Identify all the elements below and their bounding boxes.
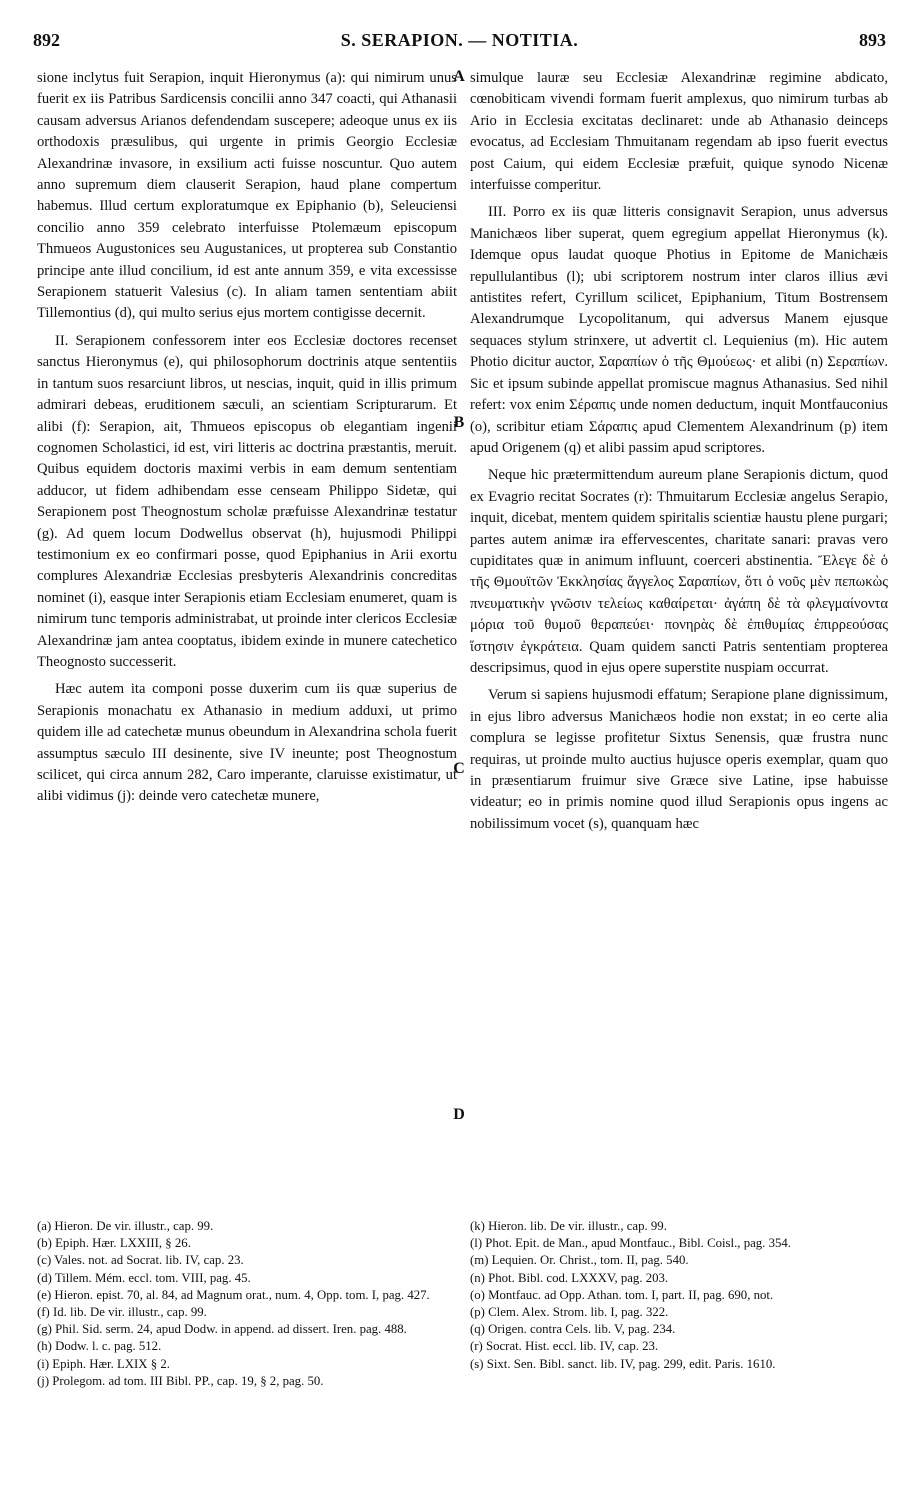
margin-letter-d: D [453,1106,465,1123]
left-paragraph-2: II. Serapionem confessorem inter eos Ecclesiæ doctores recenset sanctus Hieronymus (e), qui philosophorum doctrinis atque sententiis in tantum suos resarciunt libros, ut nescias, inquit, quid in illis primum admirari debeas, eruditionem sæculi, an scientiam Scripturarum. Et alibi (f): Serapion, ait, Thmueos episcopus ob elegantiam ingenii cognomen Scholastici, id est, viri litteris ac doctrina præstantis, meruit. Quibus equidem doctoris maximi verbis in eam demum sententiam adducor, ut fidem adhibendam esse censeam Philippo Sidetæ, qui Serapionem post Theognostum scholæ præfuisse Alexandrinæ testatur (g). Ad quem locum Dodwellus observat (h), hujusmodi Philippi testimonium ex eo confirmari posse, quod Epiphanius in Arii exortu complures Alexandriæ Ecclesias presbyteris Alexandrinis concreditas nominet (i), easque inter Serapionis etiam Ecclesiam enumeret, quam is nimirum tunc temporis administrabat, ut proinde inter clericos Ecclesiæ Alexandrinæ jam antea cooptatus, ibidem exinde in munere catechetico Theognosto successerit. [37,332,457,670]
margin-letter-c: C [453,760,465,777]
footnote: (c) Vales. not. ad Socrat. lib. IV, cap. 23. [37,1253,244,1268]
footnote: (e) Hieron. epist. 70, al. 84, ad Magnum orat., num. 4, Opp. tom. I, pag. 427. [37,1287,430,1302]
footnote: (a) Hieron. De vir. illustr., cap. 99. [37,1219,214,1233]
page-number-left: 892 [33,30,60,50]
footnote: (k) Hieron. lib. De vir. illustr., cap. 99. [470,1219,667,1233]
right-paragraph-3: Neque hic prætermittendum aureum plane Serapionis dictum, quod ex Evagrio recitat Socrates (r): Thmuitarum Ecclesiæ angelus Serapio, inquit, dicebat, mentem quidem spiritalis scientiæ haustu plene purgari; partes autem animæ ira effervescentes, charitate sanari: pravas vero cupiditates quæ in animum influunt, coerceri abstinentia. Ἔλεγε δὲ ὁ τῆς Θμουϊτῶν Ἐκκλησίας ἄγγελος Σαραπίων, ὅτι ὁ νοῦς μὲν πεπωκὼς πνευματικὴν γνῶσιν τελείως καθαίρεται· ἀγάπη δὲ τὰ φλεγμαίνοντα μόρια τοῦ θυμοῦ θεραπεύει· πονηρὰς δὲ ἐπιθυμίας ἐπιρρεούσας ἵστησιν ἐγκράτεια. Quam quidem sancti Patris sententiam propterea descripsimus, quod in ejus opere superstite nuspiam occurrat. [470,467,888,676]
right-paragraph-4: Verum si sapiens hujusmodi effatum; Serapione plane dignissimum, in ejus libro adversus Manichæos hodie non exstat; in eo certe alia complura se legisse profitetur Sixtus Senensis, quæ frustra nunc requiras, ut proinde multo auctius hujusce operis exemplar, quam quo in præsentiarum fruimur sive Græce sive Latine, ipse habuisse videatur; eo in primis nomine quod illud Serapionis opus ingens ac nobilissimum vocet (s), quanquam hæc [470,687,888,832]
right-paragraph-2: III. Porro ex iis quæ litteris consignavit Serapion, unus adversus Manichæos liber superat, quem egregium appellat Hieronymus (k). Idemque opus laudat quoque Photius in Epitome de Manichæis repullulantibus (l); ubi scriptorem nostrum inter claros illius ævi antistites refert, Cyrillum scilicet, Epiphanium, Titum Bostrensem Alexandrumque Lycopolitanum, qui adversus Manem ejusque sequaces stylum strinxere, ut advertit cl. Lequienius (m). Hic autem Photio dicitur auctor, Σαραπίων ὁ τῆς Θμούεως· et alibi (n) Σεραπίων. Sic et ipsum subinde appellat promiscue magnus Athanasius. Sed nihil refert: vox enim Σέραπις unde nomen deductum, inquit Montfauconius (o), scribitur etiam Σάραπις apud Clementem Alexandrinum (p) item apud Origenem (q) et alibi passim apud scriptores. [470,204,888,456]
running-title: S. SERAPION. — NOTITIA. [340,30,579,50]
footnote: (f) Id. lib. De vir. illustr., cap. 99. [37,1305,207,1320]
left-paragraph-3: Hæc autem ita componi posse duxerim cum iis quæ superius de Serapionis monachatu ex Athanasio in medium adduxi, ut primo quidem ille ad catechetæ munus obeundum in Alexandrina schola fuerit assumptus sæculo III desinente, sive IV ineunte; post Theognostum scilicet, qui circa annum 282, Caro imperante, claruisse existimatur, ut alibi vidimus (j): deinde vero catechetæ munere, [37,681,457,805]
margin-letter-a: A [453,68,465,85]
page-number-right: 893 [859,30,886,50]
footnote: (p) Clem. Alex. Strom. lib. I, pag. 322. [470,1305,669,1320]
footnote: (q) Origen. contra Cels. lib. V, pag. 234. [470,1322,676,1337]
footnotes-left [37,1218,457,1390]
footnote: (d) Tillem. Mém. eccl. tom. VIII, pag. 45. [37,1270,251,1285]
right-column [470,68,888,841]
left-column [37,68,457,814]
footnote: (h) Dodw. l. c. pag. 512. [37,1339,162,1354]
footnote: (l) Phot. Epit. de Man., apud Montfauc., Bibl. Coisl., pag. 354. [470,1236,791,1251]
footnote: (s) Sixt. Sen. Bibl. sanct. lib. IV, pag. 299, edit. Paris. 1610. [470,1356,776,1371]
footnote: (o) Montfauc. ad Opp. Athan. tom. I, part. II, pag. 690, not. [470,1287,774,1302]
footnote: (j) Prolegom. ad tom. III Bibl. PP., cap. 19, § 2, pag. 50. [37,1373,324,1388]
footnote: (g) Phil. Sid. serm. 24, apud Dodw. in append. ad dissert. Iren. pag. 488. [37,1322,407,1337]
footnote: (r) Socrat. Hist. eccl. lib. IV, cap. 23. [470,1339,659,1354]
margin-letter-b: B [453,414,465,431]
footnote: (m) Lequien. Or. Christ., tom. II, pag. 540. [470,1253,689,1268]
footnotes-right [470,1218,888,1373]
footnote: (n) Phot. Bibl. cod. LXXXV, pag. 203. [470,1270,669,1285]
page-header [33,30,886,60]
right-paragraph-1: simulque lauræ seu Ecclesiæ Alexandrinæ regimine abdicato, cœnobiticam vivendi formam fuerit amplexus, quo nimirum turbas ab Ario in Ecclesia excitatas declinaret: unde ab Athanasio deinceps evocatus, ad Ecclesiam Thmuitanam regendam ab ipso fuerit evectus post Caium, qui eidem Ecclesiæ præfuit, quique synodo Nicenæ interfuisse comperitur. [470,70,888,194]
left-paragraph-1: sione inclytus fuit Serapion, inquit Hieronymus (a): qui nimirum unus fuerit ex iis Patribus Sardicensis concilii anno 347 coacti, qui Athanasii causam adversus Arianos defendendam suscepere; adeoque unus ex iis orthodoxis præsulibus, qui urgente in primis Georgio Ecclesiæ Alexandrinæ invasore, in exsilium acti fuisse noscuntur. Quo autem anno supremum diem clauserit Serapion, haud plane compertum habemus. Illud certum exploratumque ex Epiphanio (b), Seleuciensi concilio anno 359 celebrato interfuisse Ptolemæum episcopum Thmueos Augustonices seu Augustanices, ut propterea sub Constantio principe ante illud concilium, id est ante annum 359, e vita excessisse Serapionem statuerit Valesius (c). In aliam tamen sententiam abiit Tillemontius (d), qui multo serius ejus mortem contigisse decernit. [37,70,457,322]
footnote: (i) Epiph. Hær. LXIX § 2. [37,1356,170,1371]
footnote: (b) Epiph. Hær. LXXIII, § 26. [37,1236,191,1251]
